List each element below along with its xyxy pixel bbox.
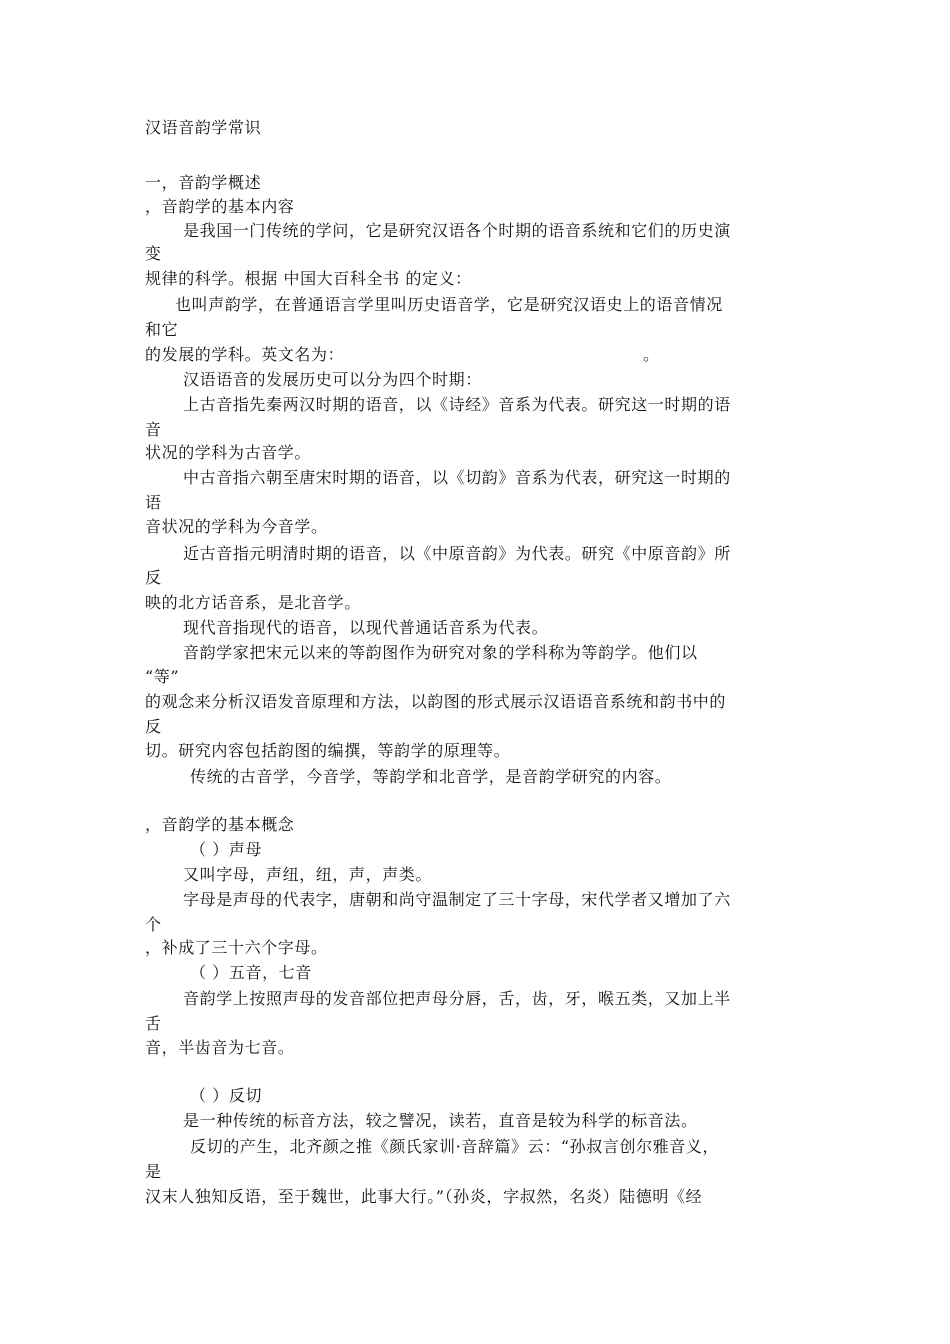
document-title: 汉语音韵学常识 <box>145 118 262 137</box>
text-line: 音韵学上按照声母的发音部位把声母分唇，舌，齿，牙，喉五类，又加上半 <box>183 989 731 1008</box>
text-line: 是我国一门传统的学问，它是研究汉语各个时期的语音系统和它们的历史演 <box>183 221 731 240</box>
subsection-heading: ，音韵学的基本概念 <box>145 815 295 834</box>
text-line: 音，半齿音为七音。 <box>145 1038 295 1057</box>
text-line: 也叫声韵学，在普通语言学里叫历史语音学，它是研究汉语史上的语音情况 <box>175 295 723 314</box>
text-line: 语 <box>145 493 162 512</box>
text-line: 反 <box>145 568 162 587</box>
text-line: 状况的学科为古音学。 <box>145 443 312 462</box>
concept-heading: （ ）声母 <box>190 840 263 859</box>
concept-heading: （ ）反切 <box>190 1086 263 1105</box>
text-line: 个 <box>145 915 162 934</box>
text-line: 是一种传统的标音方法，较之譬况，读若，直音是较为科学的标音法。 <box>183 1111 698 1130</box>
text-line: 中古音指六朝至唐宋时期的语音，以《切韵》音系为代表，研究这一时期的 <box>183 468 731 487</box>
text-line: 反切的产生，北齐颜之推《颜氏家训·音辞篇》云：“孙叔言创尔雅音义， <box>190 1137 720 1156</box>
subsection-heading: ，音韵学的基本内容 <box>145 197 295 216</box>
text-line: 变 <box>145 244 162 263</box>
text-line: ，补成了三十六个字母。 <box>145 938 328 957</box>
text-line: 规律的科学。根据 中国大百科全书 的定义： <box>145 269 472 288</box>
text-line: 是 <box>145 1162 162 1181</box>
text-line: 上古音指先秦两汉时期的语音，以《诗经》音系为代表。研究这一时期的语 <box>183 395 731 414</box>
text-line: 传统的古音学，今音学，等韵学和北音学，是音韵学研究的内容。 <box>190 767 672 786</box>
text-line: 的观念来分析汉语发音原理和方法，以韵图的形式展示汉语语音系统和韵书中的 <box>145 692 727 711</box>
text-line: “等” <box>145 667 180 686</box>
concept-heading: （ ）五音，七音 <box>190 963 312 982</box>
text-line: 现代音指现代的语音，以现代普通话音系为代表。 <box>183 618 549 637</box>
section-heading: 一，音韵学概述 <box>145 173 262 192</box>
text-line: 的发展的学科。英文名为： <box>145 345 345 364</box>
text-line: 汉末人独知反语，至于魏世，此事大行。”（孙炎，字叔然，名炎）陆德明《经 <box>145 1187 703 1206</box>
text-line: 近古音指元明清时期的语音，以《中原音韵》为代表。研究《中原音韵》所 <box>183 544 731 563</box>
text-line: 。 <box>643 345 660 364</box>
text-line: 反 <box>145 717 162 736</box>
text-line: 切。研究内容包括韵图的编撰，等韵学的原理等。 <box>145 741 511 760</box>
text-line: 舌 <box>145 1014 162 1033</box>
text-line: 又叫字母，声纽，纽，声，声类。 <box>183 865 433 884</box>
text-line: 汉语语音的发展历史可以分为四个时期： <box>183 370 482 389</box>
text-line: 音 <box>145 420 162 439</box>
text-line: 音韵学家把宋元以来的等韵图作为研究对象的学科称为等韵学。他们以 <box>183 643 698 662</box>
text-line: 音状况的学科为今音学。 <box>145 517 328 536</box>
text-line: 和它 <box>145 320 179 339</box>
text-line: 映的北方话音系，是北音学。 <box>145 593 361 612</box>
text-line: 字母是声母的代表字，唐朝和尚守温制定了三十字母，宋代学者又增加了六 <box>183 890 731 909</box>
